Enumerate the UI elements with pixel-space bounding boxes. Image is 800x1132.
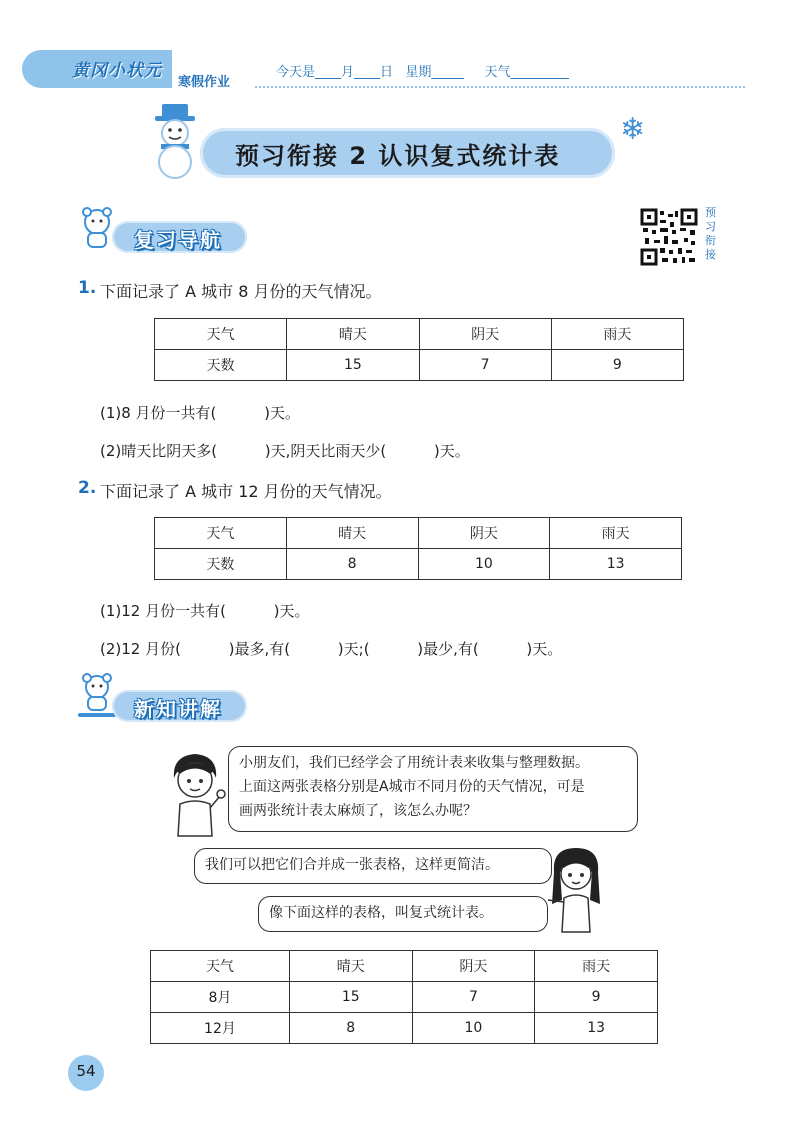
q1-number: 1.	[78, 278, 97, 298]
table-cell: 9	[551, 350, 683, 381]
table-cell: 天数	[155, 350, 287, 381]
q1-text: 下面记录了 A 城市 8 月份的天气情况。	[100, 282, 382, 301]
brand-logo: 黄冈小状元	[72, 61, 162, 81]
boy-line-2: 上面这两张表格分别是A城市不同月份的天气情况，可是	[239, 779, 585, 795]
boy-line-3: 画两张统计表太麻烦了，该怎么办呢？	[239, 803, 477, 819]
bear-skier-icon	[76, 673, 118, 721]
table-cell: 雨天	[535, 951, 658, 982]
table-cell: 阴天	[418, 518, 550, 549]
header-divider	[255, 86, 745, 88]
table-cell: 10	[418, 549, 550, 580]
table-cell: 天气	[155, 319, 287, 350]
table-cell: 10	[412, 1013, 535, 1044]
table-cell: 晴天	[286, 518, 418, 549]
table-row	[151, 982, 658, 1013]
girl-speech-bubble-1	[194, 848, 552, 884]
table-cell: 天数	[155, 549, 287, 580]
q2-table	[154, 517, 682, 580]
snowflake-icon: ❄	[620, 112, 646, 147]
table-cell: 8	[286, 549, 418, 580]
table-row	[151, 1013, 658, 1044]
new-tag-label: 新知讲解	[134, 697, 222, 721]
q2-sub2[interactable]: (2)12 月份( )最多,有( )天;( )最少,有( )天。	[100, 640, 563, 658]
table-cell: 15	[289, 982, 412, 1013]
table-cell: 13	[550, 549, 682, 580]
review-tag-label: 复习导航	[134, 228, 222, 252]
girl-speech-bubble-2	[258, 896, 548, 932]
boy-line-1: 小朋友们，我们已经学会了用统计表来收集与整理数据。	[239, 755, 589, 771]
table-cell: 天气	[151, 951, 290, 982]
table-cell: 9	[535, 982, 658, 1013]
table-cell: 7	[412, 982, 535, 1013]
date-line: 今天是____月____日 星期_____ 天气_________	[276, 65, 570, 80]
girl-character-icon	[540, 842, 610, 934]
table-cell: 13	[535, 1013, 658, 1044]
q2-number: 2.	[78, 478, 97, 498]
table-cell: 阴天	[412, 951, 535, 982]
table-row	[155, 549, 682, 580]
qr-label: 预习衔接	[705, 206, 716, 261]
table-cell: 天气	[155, 518, 287, 549]
table-cell: 7	[419, 350, 551, 381]
table-row	[155, 350, 684, 381]
compound-table	[150, 950, 658, 1044]
table-cell: 晴天	[289, 951, 412, 982]
table-cell: 8月	[151, 982, 290, 1013]
q1-sub2[interactable]: (2)晴天比阴天多( )天,阴天比雨天少( )天。	[100, 442, 470, 460]
table-cell: 8	[289, 1013, 412, 1044]
table-cell: 雨天	[551, 319, 683, 350]
homework-label: 寒假作业	[178, 75, 231, 90]
table-header-row	[155, 518, 682, 549]
page-number: 54	[76, 1062, 96, 1080]
boy-character-icon	[162, 748, 228, 838]
table-cell: 15	[287, 350, 419, 381]
girl-line-1: 我们可以把它们合并成一张表格，这样更简洁。	[205, 857, 499, 873]
q2-text: 下面记录了 A 城市 12 月份的天气情况。	[100, 482, 392, 501]
snowman-icon	[145, 100, 205, 180]
boy-speech-bubble	[228, 746, 638, 832]
q1-sub1[interactable]: (1)8 月份一共有( )天。	[100, 404, 300, 422]
q1-table	[154, 318, 684, 381]
page-title: 预习衔接 2 认识复式统计表	[235, 142, 561, 170]
table-cell: 雨天	[550, 518, 682, 549]
girl-line-2: 像下面这样的表格，叫复式统计表。	[269, 905, 493, 921]
qr-code-icon[interactable]	[640, 208, 698, 266]
q2-sub1[interactable]: (1)12 月份一共有( )天。	[100, 602, 310, 620]
table-cell: 阴天	[419, 319, 551, 350]
table-header-row	[151, 951, 658, 982]
table-header-row	[155, 319, 684, 350]
bear-mascot-icon	[76, 206, 118, 250]
table-cell: 12月	[151, 1013, 290, 1044]
table-cell: 晴天	[287, 319, 419, 350]
